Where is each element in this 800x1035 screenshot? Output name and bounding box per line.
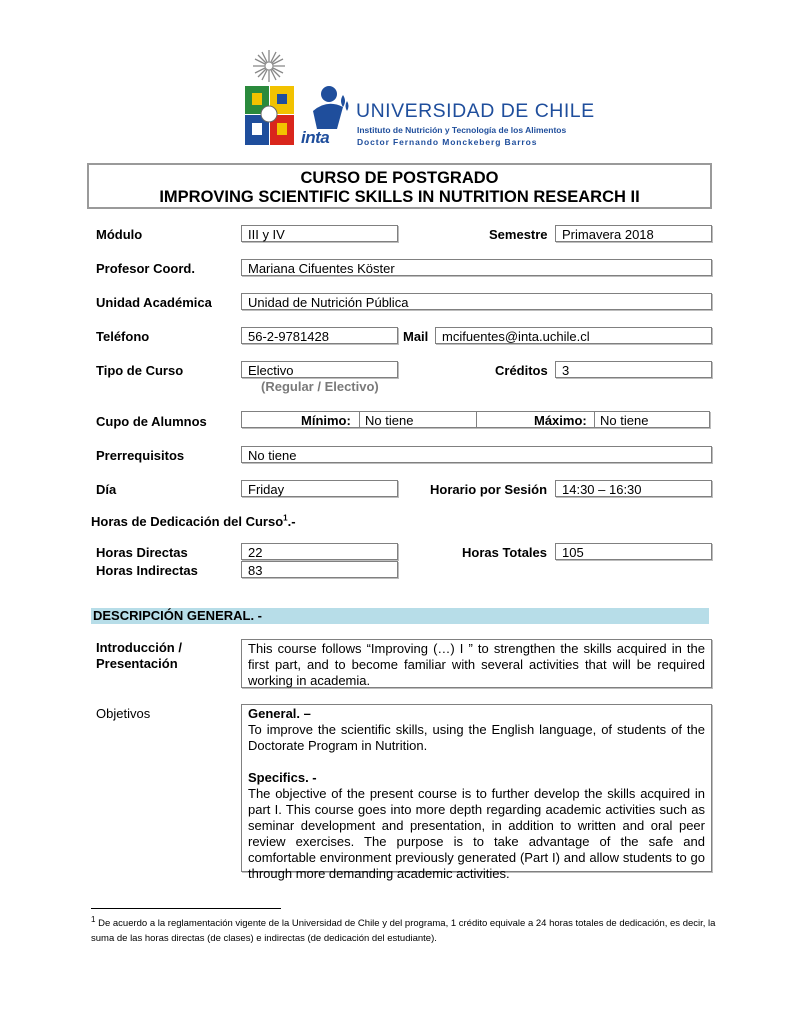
- inta-wordmark: inta: [301, 128, 330, 147]
- dia-label: Día: [96, 482, 117, 497]
- tipo-curso-label: Tipo de Curso: [96, 363, 184, 378]
- cupo-label: Cupo de Alumnos: [96, 414, 207, 429]
- course-type-title: CURSO DE POSTGRADO: [300, 169, 499, 187]
- telefono-field[interactable]: 56-2-9781428: [241, 327, 398, 344]
- objetivos-text-box: [241, 704, 712, 881]
- footnote-ref[interactable]: 1: [283, 513, 288, 523]
- specifics-text: The objective of the present course is to further develop the skills acquired in part I. This course goes into more depth regarding academic activities such as seminar development and presentation, in addition to written and oral peer review exercises. The purpose is to take advantage of the safe and comfortable environment previously generated (Part I) and allow students to go through more demanding academic activities.: [248, 786, 705, 881]
- intro-label: Introducción / Presentación: [96, 640, 182, 671]
- cupo-table: [241, 411, 710, 428]
- mail-field[interactable]: mcifuentes@inta.uchile.cl: [435, 327, 712, 344]
- descripcion-section-header: DESCRIPCIÓN GENERAL. -: [91, 608, 709, 624]
- general-heading: General. –: [248, 706, 311, 721]
- horas-indirectas-label: Horas Indirectas: [96, 563, 198, 578]
- horario-label: Horario por Sesión: [430, 482, 548, 497]
- creditos-field[interactable]: 3: [555, 361, 712, 378]
- semestre-field[interactable]: Primavera 2018: [555, 225, 712, 242]
- unidad-label: Unidad Académica: [96, 295, 212, 310]
- footnote-mark: 1: [91, 914, 96, 924]
- horas-totales-label: Horas Totales: [462, 545, 548, 560]
- maximo-label: Máximo:: [534, 413, 587, 428]
- minimo-label: Mínimo:: [301, 413, 351, 428]
- institute-name: Instituto de Nutrición y Tecnología de los Alimentos: [357, 125, 567, 135]
- prerrequisitos-field[interactable]: No tiene: [241, 446, 712, 463]
- footnote-divider: [91, 908, 281, 909]
- prerrequisitos-label: Prerrequisitos: [96, 448, 185, 463]
- mail-label: Mail: [403, 329, 429, 344]
- semestre-label: Semestre: [489, 227, 548, 242]
- profesor-field[interactable]: Mariana Cifuentes Köster: [241, 259, 712, 276]
- horas-directas-label: Horas Directas: [96, 545, 188, 560]
- course-title-box: [87, 163, 712, 209]
- horas-totales-field[interactable]: 105: [555, 543, 712, 560]
- creditos-label: Créditos: [495, 363, 548, 378]
- horas-heading: Horas de Dedicación del Curso$^1$.-: [91, 513, 296, 529]
- telefono-label: Teléfono: [96, 329, 150, 344]
- institute-director: Doctor Fernando Monckeberg Barros: [357, 137, 538, 147]
- general-text: To improve the scientific skills, using the English language, of students of the Doctorate Program in Nutrition.: [248, 722, 705, 753]
- horas-directas-field[interactable]: 22: [241, 543, 398, 560]
- modulo-field[interactable]: III y IV: [241, 225, 398, 242]
- dia-field[interactable]: Friday: [241, 480, 398, 497]
- tipo-curso-field[interactable]: Electivo: [241, 361, 398, 378]
- university-name: UNIVERSIDAD DE CHILE: [356, 100, 595, 122]
- unidad-field[interactable]: Unidad de Nutrición Pública: [241, 293, 712, 310]
- minimo-field[interactable]: No tiene: [365, 413, 414, 428]
- footnote: [91, 916, 721, 946]
- tipo-curso-hint: (Regular / Electivo): [261, 379, 379, 394]
- horario-field[interactable]: 14:30 – 16:30: [555, 480, 712, 497]
- horas-indirectas-field[interactable]: 83: [241, 561, 398, 578]
- modulo-label: Módulo: [96, 227, 143, 242]
- profesor-label: Profesor Coord.: [96, 261, 195, 276]
- university-crest-logo: [242, 48, 297, 148]
- intro-text: This course follows “Improving (…) I ” to strengthen the skills acquired in the first part, and to become familiar with several activities that will be required working in academia.: [241, 639, 712, 688]
- objetivos-label: Objetivos: [96, 706, 151, 721]
- maximo-field[interactable]: No tiene: [600, 413, 649, 428]
- specifics-heading: Specifics. -: [248, 770, 317, 785]
- course-name-title: IMPROVING SCIENTIFIC SKILLS IN NUTRITION RESEARCH II: [159, 188, 640, 206]
- footnote-text: De acuerdo a la reglamentación vigente de la Universidad de Chile y del programa, 1 crédito equivale a 24 horas totales de dedicación, es decir, la suma de las horas directas (de clases) e indirectas (de dedicación del estudiante).: [91, 918, 716, 944]
